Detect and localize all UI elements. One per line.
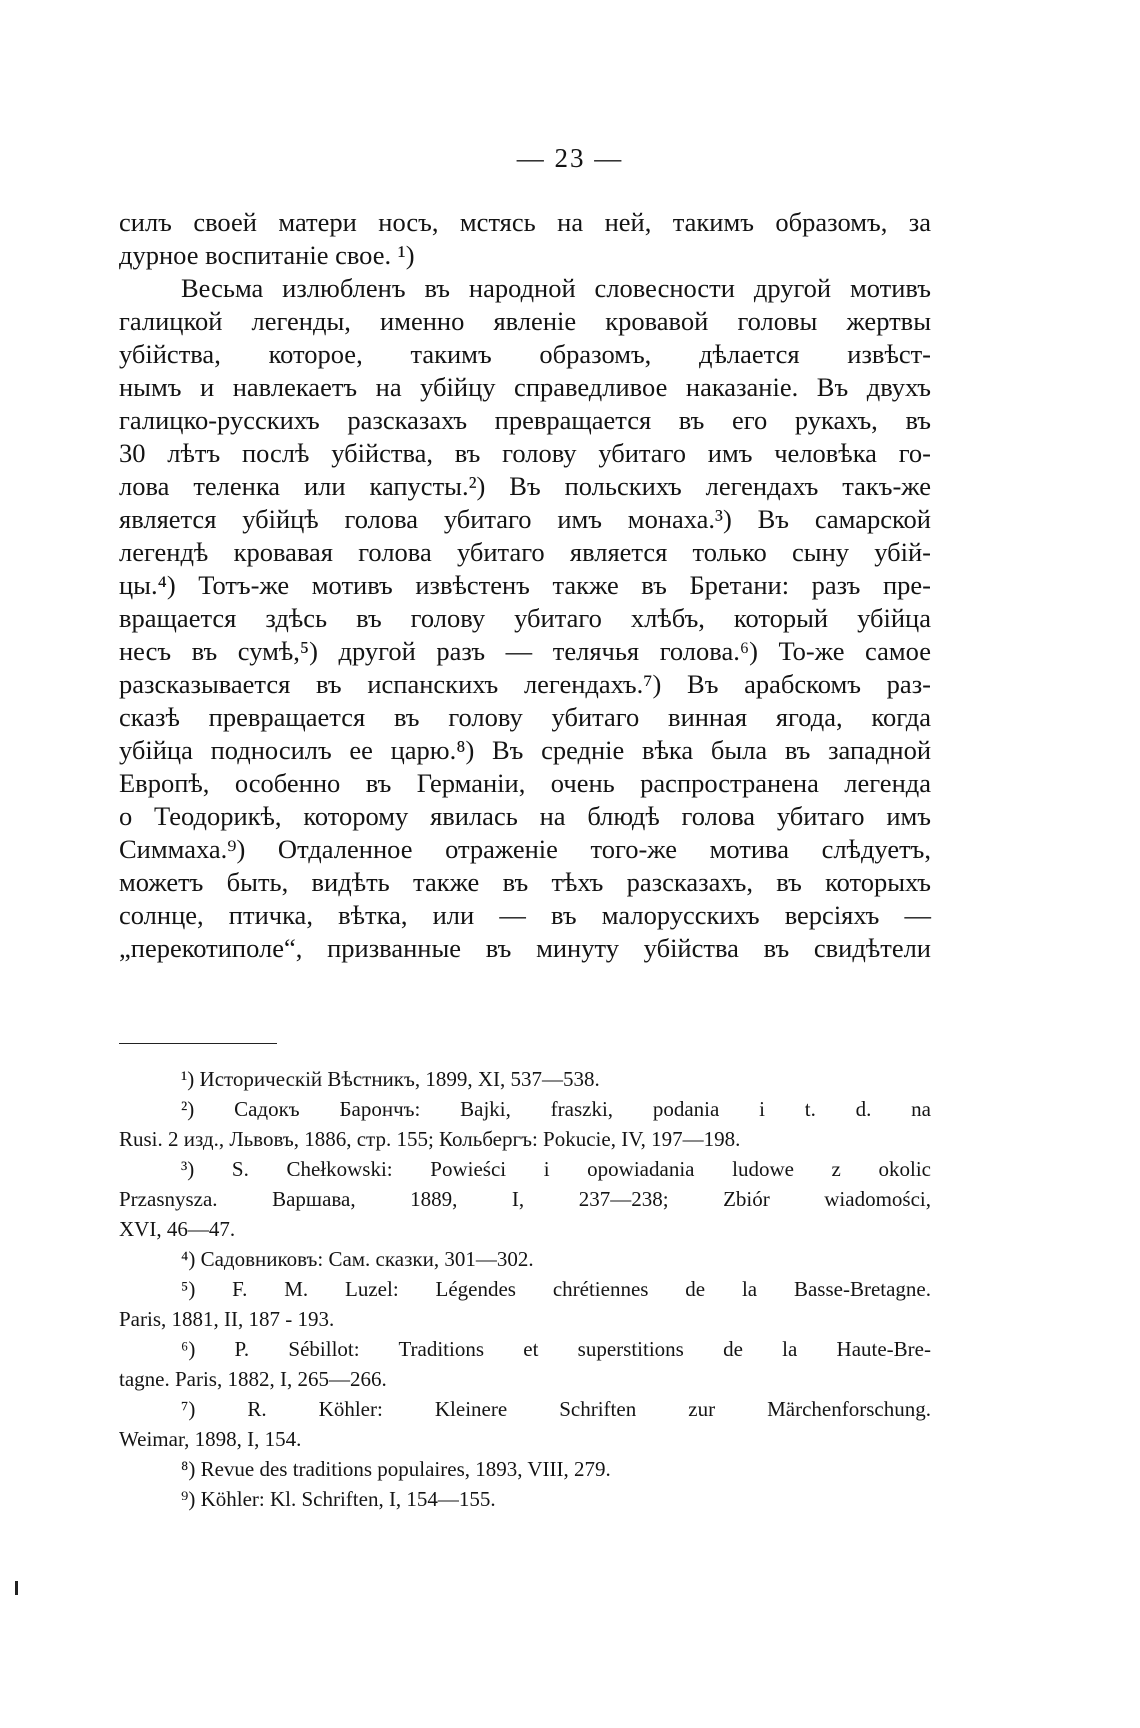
text-line: убійца подносилъ ее царю.⁸) Въ средніе вѣка была въ западной	[119, 735, 931, 765]
footnote-line: ⁹) Köhler: Kl. Schriften, I, 154—155.	[181, 1487, 496, 1511]
footnote-line: ⁸) Revue des traditions populaires, 1893, VIII, 279.	[181, 1457, 611, 1481]
footnote-line: Przasnysza. Варшава, 1889, I, 237—238; Zbiór wiadomości,	[119, 1187, 931, 1211]
text-line: 30 лѣтъ послѣ убійства, въ голову убитаго имъ человѣка го-	[119, 438, 931, 468]
scan-speck	[15, 1581, 18, 1595]
text-line: лова теленка или капусты.²) Въ польскихъ легендахъ такъ-же	[119, 471, 931, 501]
text-line: силъ своей матери носъ, мстясь на ней, такимъ образомъ, за	[119, 207, 931, 237]
text-line: галицкой легенды, именно явленіе кровавой головы жертвы	[119, 306, 931, 336]
text-line: дурное воспитаніе свое. ¹)	[119, 240, 415, 270]
footnote-line: Paris, 1881, II, 187 - 193.	[119, 1307, 335, 1331]
text-line: Весьма излюбленъ въ народной словесности другой мотивъ	[181, 273, 931, 303]
footnote-line: ²) Садокъ Барончъ: Bajki, fraszki, podania i t. d. na	[181, 1097, 931, 1121]
text-line: Европѣ, особенно въ Германіи, очень распространена легенда	[119, 768, 931, 798]
footnote-line: tagne. Paris, 1882, I, 265—266.	[119, 1367, 387, 1391]
text-line: сказѣ превращается въ голову убитаго винная ягода, когда	[119, 702, 931, 732]
text-line: „перекотиполе“, призванные въ минуту убійства въ свидѣтели	[119, 933, 931, 963]
footnote-line: ⁴) Садовниковъ: Сам. сказки, 301—302.	[181, 1247, 534, 1271]
text-line: разсказывается въ испанскихъ легендахъ.⁷) Въ арабскомъ раз-	[119, 669, 931, 699]
text-line: цы.⁴) Тотъ-же мотивъ извѣстенъ также въ Бретани: разъ пре-	[119, 570, 931, 600]
text-line: легендѣ кровавая голова убитаго является только сыну убій-	[119, 537, 931, 567]
text-line: можетъ быть, видѣть также въ тѣхъ разсказахъ, въ которыхъ	[119, 867, 931, 897]
footnote-line: ⁷) R. Köhler: Kleinere Schriften zur Märchenforschung.	[181, 1397, 931, 1421]
main-text	[119, 206, 931, 965]
footnote-line: Rusi. 2 изд., Львовъ, 1886, стр. 155; Кольбергъ: Pokucie, IV, 197—198.	[119, 1127, 741, 1151]
text-line: является убійцѣ голова убитаго имъ монаха.³) Въ самарской	[119, 504, 931, 534]
text-line: солнце, птичка, вѣтка, или — въ малорусскихъ версіяхъ —	[119, 900, 931, 930]
footnote-line: ⁶) P. Sébillot: Traditions et superstitions de la Haute-Bre-	[181, 1337, 931, 1361]
text-line: убійства, которое, такимъ образомъ, дѣлается извѣст-	[119, 339, 931, 369]
footnote-line: ³) S. Chełkowski: Powieści i opowiadania ludowe z okolic	[181, 1157, 931, 1181]
text-line: вращается здѣсь въ голову убитаго хлѣбъ, который убійца	[119, 603, 931, 633]
page-number: — 23 —	[516, 143, 624, 173]
footnote-line: XVI, 46—47.	[119, 1217, 236, 1241]
footnote-line: ⁵) F. M. Luzel: Légendes chrétiennes de la Basse-Bretagne.	[181, 1277, 931, 1301]
footnotes	[119, 1064, 931, 1514]
footnote-divider	[119, 1043, 277, 1044]
text-line: Симмаха.⁹) Отдаленное отраженіе того-же мотива слѣдуетъ,	[119, 834, 931, 864]
footnote-line: Weimar, 1898, I, 154.	[119, 1427, 302, 1451]
text-line: о Теодорикѣ, которому явилась на блюдѣ голова убитаго имъ	[119, 801, 931, 831]
text-line: несъ въ сумѣ,⁵) другой разъ — телячья голова.⁶) То-же самое	[119, 636, 931, 666]
text-line: нымъ и навлекаетъ на убійцу справедливое наказаніе. Въ двухъ	[119, 372, 931, 402]
text-line: галицко-русскихъ разсказахъ превращается въ его рукахъ, въ	[119, 405, 931, 435]
footnote-line: ¹) Историческій Вѣстникъ, 1899, XI, 537—538.	[181, 1067, 600, 1091]
